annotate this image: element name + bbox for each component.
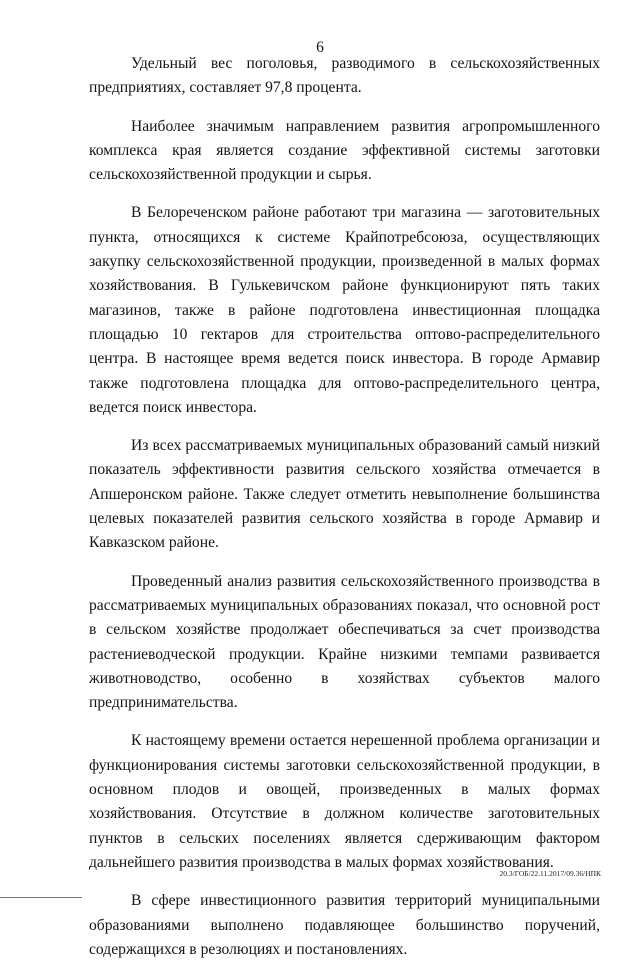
document-code: 20.3/ГОБ/22.11.2017/09.36/НПК [499,869,601,878]
paragraph-efficiency: Из всех рассматриваемых муниципальных образований самый низкий показатель эффективности развития сельского хозяйства отмечается в Апшеронском районе. Также следует отметить невыполнение большинства целевых показателей развития сельского хозяйства в городе Армавир и Кавказском районе. [89,437,600,552]
page-number: 6 [316,39,324,56]
footer-rule [0,897,82,898]
paragraph-investment: В сфере инвестиционного развития территорий муниципальными образованиями выполнено подавляющее большинство поручений, содержащихся в резолюциях и постановлениях. [89,892,600,958]
paragraph-analysis: Проведенный анализ развития сельскохозяйственного производства в рассматриваемых муниципальных образованиях показал, что основной рост в сельском хозяйстве продолжает обеспечиваться за счет производства растениеводческой продукции. Крайне низкими темпами развивается животноводство, особенно в хозяйствах субъектов малого предпринимательства. [89,572,600,712]
document-body [89,52,600,976]
paragraph-livestock-share: Удельный вес поголовья, разводимого в сельскохозяйственных предприятиях, составляет 97,8 процента. [89,55,600,97]
paragraph-agro-direction: Наиболее значимым направлением развития агропромышленного комплекса края является создание эффективной системы заготовки сельскохозяйственной продукции и сырья. [89,117,600,184]
paragraph-district-stores: В Белореченском районе работают три магазина — заготовительных пункта, относящихся к системе Крайпотребсоюза, осуществляющих закупку сельскохозяйственной продукции, произведенной в малых формах хозяйствования. В Гулькевичском районе функционируют пять таких магазинов, также в районе подготовлена инвестиционная площадка площадью 10 гектаров для строительства оптово-распределительного центра. В настоящее время ведется поиск инвестора. В городе Армавир также подготовлена площадка для оптово-распределительного центра, ведется поиск инвестора. [89,204,600,416]
paragraph-procurement-problem: К настоящему времени остается нерешенной проблема организации и функционирования системы заготовки сельскохозяйственной продукции, в основном плодов и овощей, произведенных в малых формах хозяйствования. Отсутствие в должном количестве заготовительных пунктов в сельских поселениях является сдерживающим фактором дальнейшего развития производства в малых формах хозяйствования. [89,732,600,871]
